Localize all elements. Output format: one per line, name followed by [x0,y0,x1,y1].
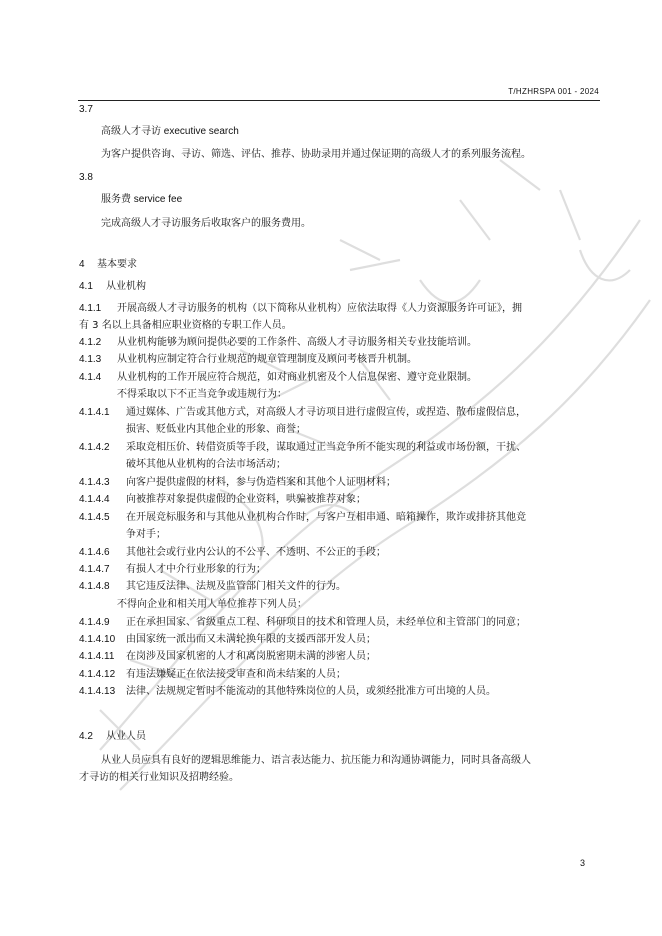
clause-number: 4.1.4.10 [79,634,116,645]
clause-number: 4.1.4 [79,372,102,383]
clause-text-continued: 有 3 名以上具备相应职业资格的专职工作人员。 [79,320,292,331]
clause-number: 4.1.2 [79,337,102,348]
term-definition: 为客户提供咨询、寻访、筛选、评估、推荐、协助录用并通过保证期的高级人才的系列服务流程。 [101,149,531,160]
clause-text: 向被推荐对象提供虚假的企业资料，哄骗被推荐对象； [126,494,366,505]
clause-number: 4.1.4.8 [79,581,110,592]
clause-text-continued: 损害、贬低业内其他企业的形象、商誉； [126,424,306,435]
clause-number: 4.1.4.9 [79,617,110,628]
document-id-header: T/HZHRSPA 001 - 2024 [508,87,599,96]
clause-number: 4.1.4.5 [79,512,110,523]
list-intro: 不得向企业和相关用人单位推荐下列人员： [117,599,307,610]
clause-text: 从业机构的工作开展应符合规范，如对商业机密及个人信息保密、遵守竞业限制。 [117,372,477,383]
clause-text: 法律、法规规定暂时不能流动的其他特殊岗位的人员，或须经批准方可出境的人员。 [126,686,496,697]
list-intro: 不得采取以下不正当竞争或违规行为： [117,389,287,400]
clause-number: 4.1.3 [79,354,102,365]
clause-number: 4.1.4.1 [79,407,110,418]
paragraph-text-continued: 才寻访的相关行业知识及招聘经验。 [79,772,239,783]
clause-text-continued: 争对手； [126,529,166,540]
term-title: 高级人才寻访 executive search [101,126,239,137]
section-number: 4 [79,259,85,270]
clause-number: 4.1.4.2 [79,442,110,453]
term-definition: 完成高级人才寻访服务后收取客户的服务费用。 [101,218,311,229]
clause-number: 3.8 [79,172,93,183]
paragraph-text: 从业人员应具有良好的逻辑思维能力、语言表达能力、抗压能力和沟通协调能力，同时具备高级人 [101,755,531,766]
clause-text: 开展高级人才寻访服务的机构（以下简称从业机构）应依法取得《人力资源服务许可证》，拥 [117,303,522,314]
clause-text: 正在承担国家、省级重点工程、科研项目的技术和管理人员，未经单位和主管部门的同意； [126,617,526,628]
clause-number: 4.1.4.6 [79,547,110,558]
clause-number: 3.7 [79,104,93,115]
clause-text: 从业机构能够为顾问提供必要的工作条件、高级人才寻访服务相关专业技能培训。 [117,337,477,348]
clause-text: 在岗涉及国家机密的人才和离岗脱密期未满的涉密人员； [126,651,376,662]
clause-number: 4.1.4.4 [79,494,110,505]
term-title: 服务费 service fee [101,194,183,205]
clause-text: 其它违反法律、法规及监管部门相关文件的行为。 [126,581,346,592]
header-rule [78,100,600,101]
clause-number: 4.1.4.12 [79,669,116,680]
clause-text: 有损人才中介行业形象的行为； [126,564,266,575]
clause-text: 通过媒体、广告或其他方式，对高级人才寻访项目进行虚假宣传，或捏造、散布虚假信息， [126,407,526,418]
section-title: 从业机构 [106,281,146,292]
clause-text: 从业机构应制定符合行业规范的规章管理制度及顾问考核晋升机制。 [117,354,417,365]
section-number: 4.1 [79,281,93,292]
clause-number: 4.1.4.11 [79,651,115,662]
clause-text-continued: 破坏其他从业机构的合法市场活动； [126,459,286,470]
clause-number: 4.1.4.7 [79,564,110,575]
clause-text: 在开展竞标服务和与其他从业机构合作时，与客户互相串通、暗箱操作，欺诈或排挤其他竞 [126,512,526,523]
section-number: 4.2 [79,731,93,742]
clause-text: 由国家统一派出而又未满轮换年限的支援西部开发人员； [126,634,376,645]
section-title: 从业人员 [106,731,146,742]
clause-number: 4.1.4.3 [79,477,110,488]
clause-number: 4.1.4.13 [79,686,116,697]
clause-text: 向客户提供虚假的材料，参与伪造档案和其他个人证明材料； [126,477,396,488]
page-number: 3 [579,858,585,868]
clause-text: 有违法嫌疑正在依法接受审查和尚未结案的人员； [126,669,346,680]
clause-text: 其他社会或行业内公认的不公平、不透明、不公正的手段； [126,547,386,558]
section-title: 基本要求 [97,259,137,270]
clause-text: 采取竞相压价、转借资质等手段，谋取通过正当竞争所不能实现的利益或市场份额，干扰、 [126,442,526,453]
clause-number: 4.1.1 [79,303,102,314]
